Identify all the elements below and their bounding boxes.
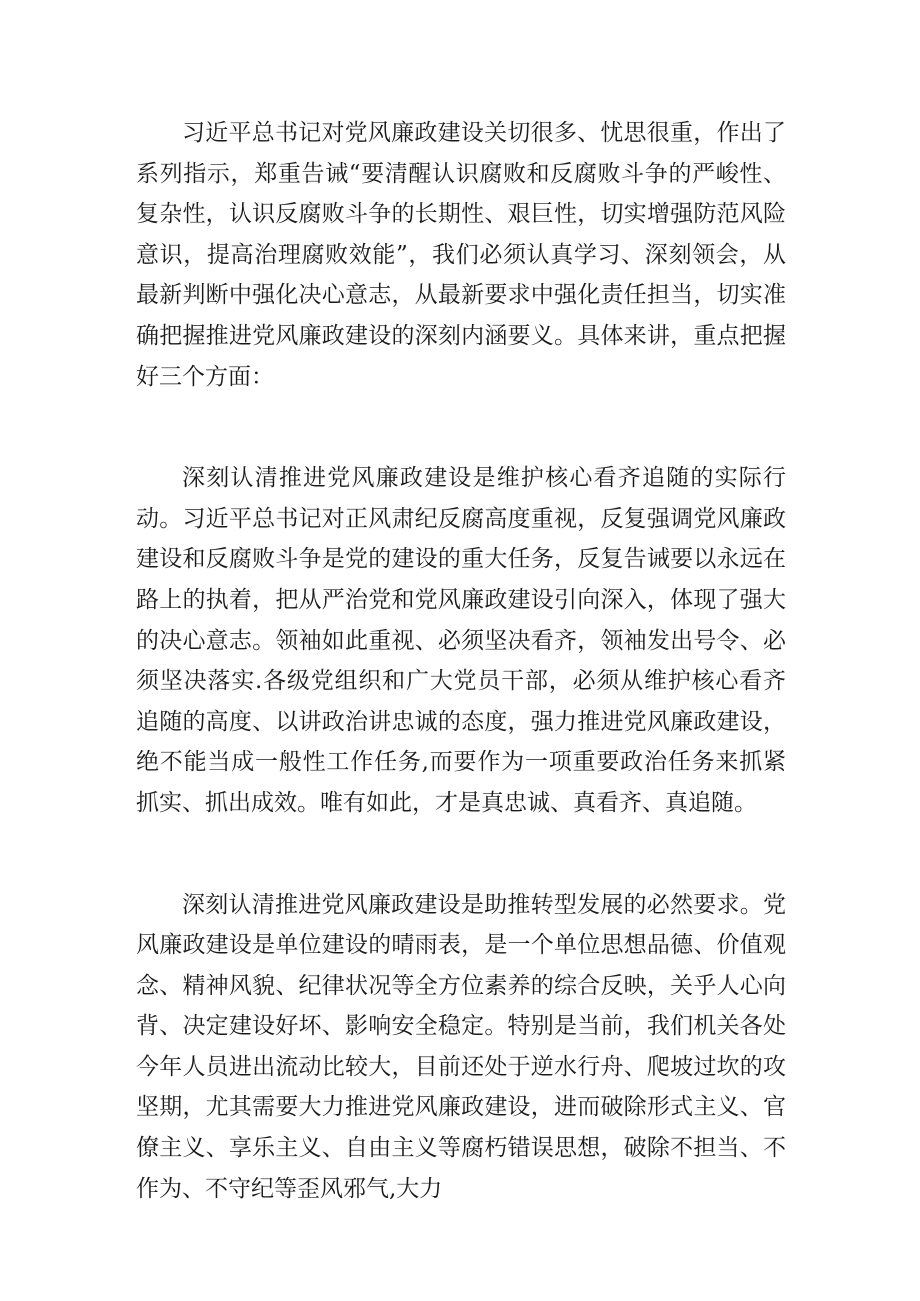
- paragraph-core-alignment: 深刻认清推进党风廉政建设是维护核心看齐追随的实际行动。习近平总书记对正风肃纪反腐高度重视，反复强调党风廉政建设和反腐败斗争是党的建设的重大任务，反复告诫要以永远在路上的执着，把从严治党和党风廉政建设引向深入，体现了强大的决心意志。领袖如此重视、必须坚决看齐，领袖发出号令、必须坚决落实.各级党组织和广大党员干部，必须从维护核心看齐追随的高度、以讲政治讲忠诚的态度，强力推进党风廉政建设，绝不能当成一般性工作任务,而要作为一项重要政治任务来抓紧抓实、抓出成效。唯有如此，才是真忠诚、真看齐、真追随。: [136, 465, 786, 816]
- paragraph-intro: 习近平总书记对党风廉政建设关切很多、忧思很重，作出了系列指示，郑重告诫“要清醒认识腐败和反腐败斗争的严峻性、复杂性，认识反腐败斗争的长期性、艰巨性，切实增强防范风险意识，提高治理腐败效能”，我们必须认真学习、深刻领会，从最新判断中强化决心意志，从最新要求中强化责任担当，切实准确把握推进党风廉政建设的深刻内涵要义。具体来讲，重点把握好三个方面：: [136, 120, 786, 390]
- paragraph-transformation: 深刻认清推进党风廉政建设是助推转型发展的必然要求。党风廉政建设是单位建设的晴雨表，是一个单位思想品德、价值观念、精神风貌、纪律状况等全方位素养的综合反映，关乎人心向背、决定建设好坏、影响安全稳定。特别是当前，我们机关各处今年人员进出流动比较大，目前还处于逆水行舟、爬坡过坎的攻坚期，尤其需要大力推进党风廉政建设，进而破除形式主义、官僚主义、享乐主义、自由主义等腐朽错误思想，破除不担当、不作为、不守纪等歪风邪气,大力: [136, 891, 786, 1202]
- document-body: [136, 113, 786, 1209]
